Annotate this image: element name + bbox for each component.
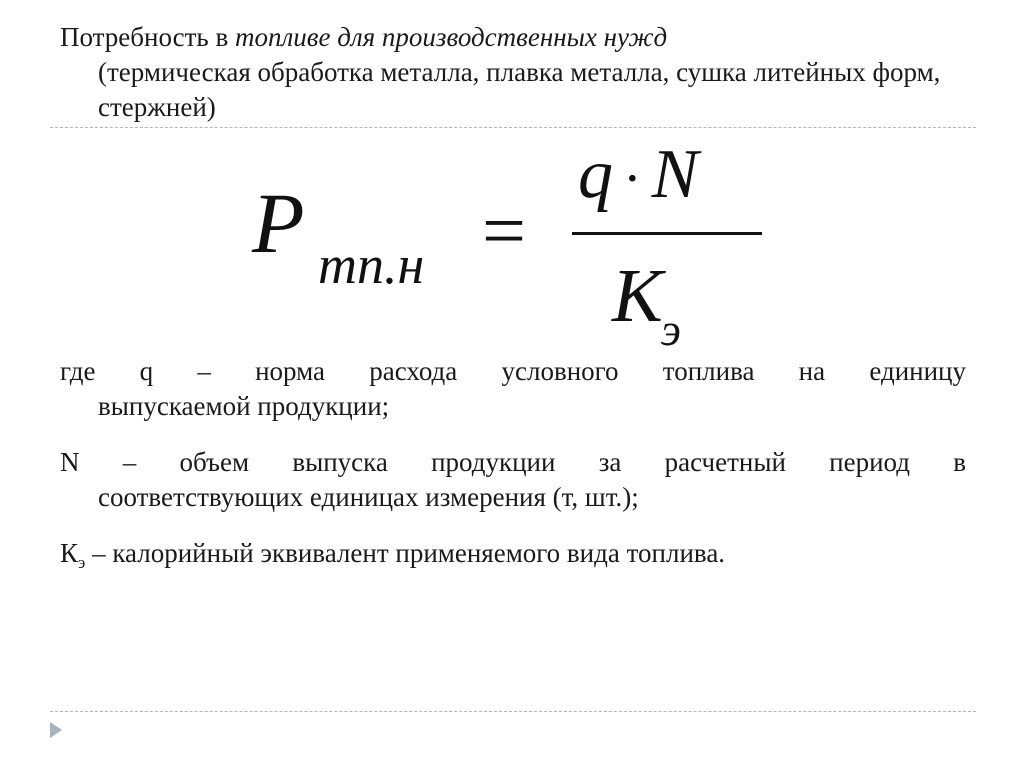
formula-lhs-subscript: тп.н (318, 235, 425, 295)
top-divider (50, 127, 976, 128)
formula-lhs-symbol: P (252, 175, 305, 271)
definition-q-line1: где q – норма расхода условного топлива на единицу (60, 356, 966, 386)
definition-n-line1: N – объем выпуска продукции за расчетный период в (60, 447, 966, 477)
formula (250, 136, 780, 355)
intro-rest: (термическая обработка металла, плавка металла, сушка литейных форм, стержней) (98, 57, 941, 122)
intro-lead: Потребность в (60, 22, 229, 52)
intro-paragraph (60, 20, 966, 125)
formula-equals: = (482, 187, 526, 274)
formula-numerator-n: N (651, 136, 699, 213)
formula-denominator-symbol: K (612, 254, 663, 338)
definition-q-line2: выпускаемой продукции; (98, 391, 390, 421)
formula-numerator-q: q (578, 136, 613, 213)
triangle-right-icon[interactable] (50, 722, 62, 738)
formula-denominator-subscript: э (660, 304, 681, 355)
bottom-divider (50, 711, 976, 712)
intro-italic: топливе для производственных нужд (234, 22, 668, 52)
definition-k (60, 536, 966, 574)
formula-numerator-dot: · (623, 148, 642, 210)
definition-k-text: – калорийный эквивалент применяемого вида топлива. (85, 538, 726, 568)
definition-k-symbol: К (60, 538, 79, 568)
definition-n-line2: соответствующих единицах измерения (т, шт.); (98, 482, 639, 512)
definition-k-subscript: э (78, 553, 86, 572)
formula-denominator (612, 254, 683, 355)
definition-n (60, 445, 966, 515)
formula-fraction-bar (572, 232, 762, 235)
definition-q (60, 354, 966, 424)
formula-numerator (578, 136, 699, 214)
